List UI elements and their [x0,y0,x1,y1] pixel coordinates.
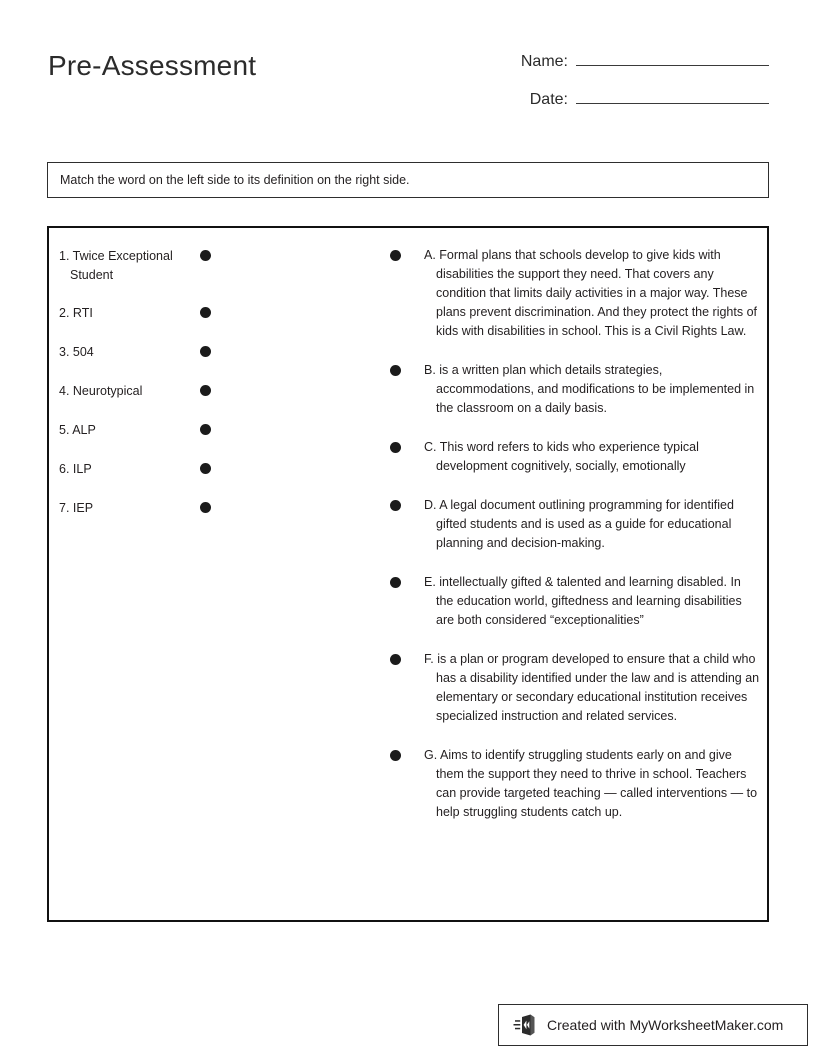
definition-text: F. is a plan or program developed to ensure that a child who has a disability identified under the law and is attending an elementary or secondary educational institution receives specialized instruction and related services. [424,652,760,723]
name-field-line[interactable] [576,48,769,66]
worksheet-maker-logo-icon [513,1012,539,1038]
term-connector-dot[interactable] [200,463,211,474]
definition-connector-dot[interactable] [390,750,401,761]
student-info-fields [499,48,769,124]
definition-connector-dot[interactable] [390,442,401,453]
name-field-row [499,48,769,86]
definitions-column [390,246,760,842]
term-label: 7. IEP [59,500,94,515]
definition-text: A. Formal plans that schools develop to give kids with disabilities the support they need. That covers any condition that limits daily activities in a major way. These plans prevent discrimination. And they protect the rights of kids with disabilities in school. This is a Civil Rights Law. [424,248,758,338]
date-field-row [499,86,769,124]
term-label: 4. Neurotypical [59,383,143,398]
term-row[interactable] [59,498,365,520]
term-row[interactable] [59,303,365,325]
definition-text: G. Aims to identify struggling students early on and give them the support they need to thrive in school. Teachers can provide targeted teaching — called interventions — to help struggling students catch up. [424,748,758,819]
definition-row[interactable] [390,438,760,476]
definition-connector-dot[interactable] [390,654,401,665]
definition-row[interactable] [390,746,760,822]
term-label: 6. ILP [59,461,92,476]
worksheet-header [0,42,816,122]
definition-text: B. is a written plan which details strategies, accommodations, and modifications to be implemented in the classroom on a daily basis. [424,363,755,415]
definition-connector-dot[interactable] [390,577,401,588]
term-row[interactable] [59,459,365,481]
term-row[interactable] [59,420,365,442]
terms-column [59,246,365,537]
page-title: Pre-Assessment [48,50,257,81]
matching-exercise-box [47,226,769,922]
matching-columns [49,228,767,920]
term-row[interactable] [59,246,365,286]
term-label: 3. 504 [59,344,94,359]
term-connector-dot[interactable] [200,250,211,261]
date-field-line[interactable] [576,86,769,104]
definition-text: E. intellectually gifted & talented and learning disabled. In the education world, giftedness and learning disabilities are both considered “exceptionalities” [424,575,742,627]
instruction-box [47,162,769,198]
definition-row[interactable] [390,246,760,341]
name-field-label: Name: [520,53,568,70]
term-label: 5. ALP [59,422,96,437]
term-row[interactable] [59,381,365,403]
term-label: 2. RTI [59,305,93,320]
definition-connector-dot[interactable] [390,500,401,511]
term-connector-dot[interactable] [200,385,211,396]
definition-text: C. This word refers to kids who experience typical development cognitively, socially, emotionally [424,440,699,473]
instruction-text: Match the word on the left side to its definition on the right side. [60,172,410,187]
term-connector-dot[interactable] [200,424,211,435]
term-row[interactable] [59,342,365,364]
definition-text: D. A legal document outlining programming for identified gifted students and is used as a guide for educational planning and decision-making. [424,498,734,550]
term-connector-dot[interactable] [200,502,211,513]
term-label: 1. Twice Exceptional Student [59,249,173,283]
definition-row[interactable] [390,573,760,630]
definition-connector-dot[interactable] [390,250,401,261]
definition-row[interactable] [390,650,760,726]
footer-attribution-badge[interactable] [498,1004,808,1046]
definition-connector-dot[interactable] [390,365,401,376]
term-connector-dot[interactable] [200,346,211,357]
term-connector-dot[interactable] [200,307,211,318]
footer-attribution-text: Created with MyWorksheetMaker.com [547,1017,784,1033]
definition-row[interactable] [390,496,760,553]
date-field-label: Date: [529,91,568,108]
definition-row[interactable] [390,361,760,418]
